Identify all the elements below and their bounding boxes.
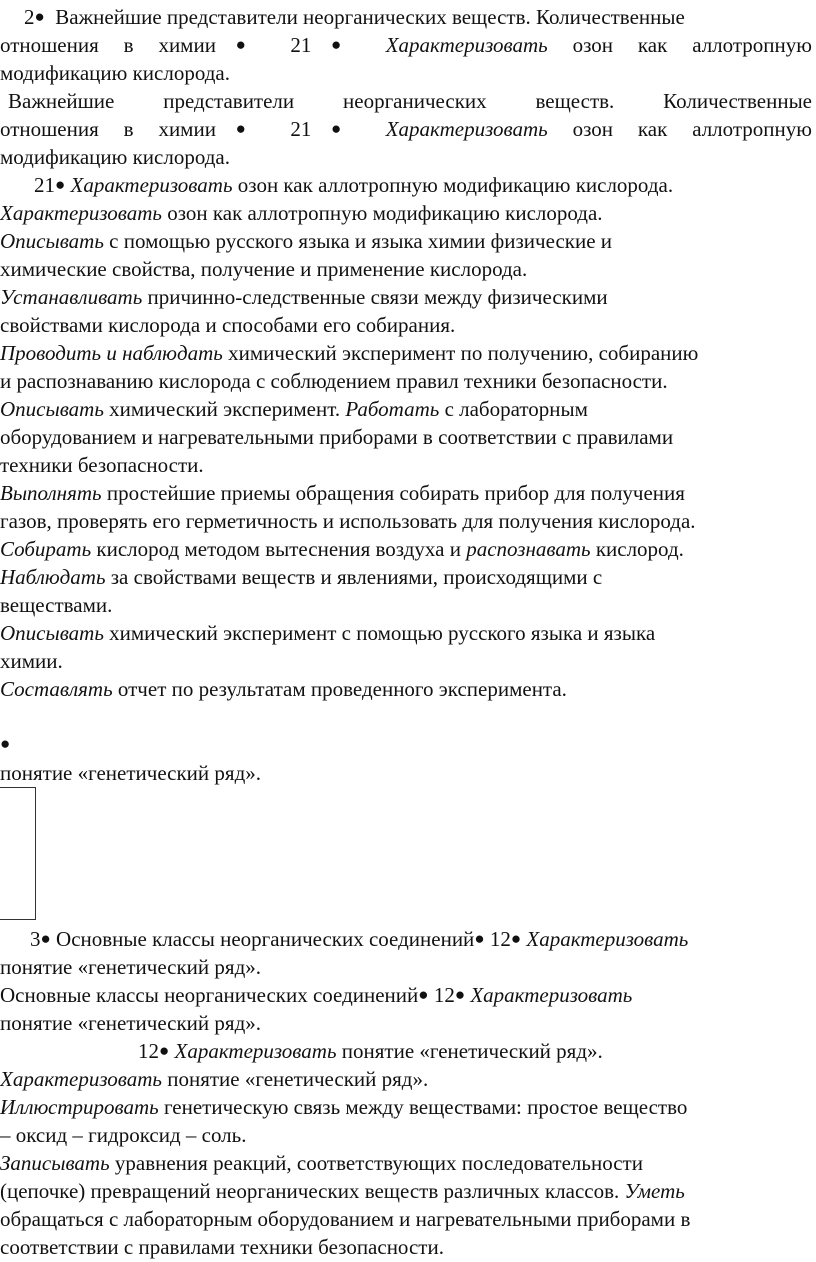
objective-line: Описывать химический эксперимент с помощью русского языка и языка bbox=[0, 621, 656, 645]
objective-line: химические свойства, получение и применение кислорода. bbox=[0, 257, 528, 281]
bullet-icon: ● bbox=[34, 7, 45, 26]
objective-line: веществами. bbox=[0, 593, 113, 617]
bullet-icon: ● bbox=[510, 929, 522, 948]
objective-line: Выполнять простейшие приемы обращения собирать прибор для получения bbox=[0, 481, 685, 505]
objective-line: Описывать с помощью русского языка и языка химии физические и bbox=[0, 229, 613, 253]
bullet-icon: ● bbox=[311, 119, 361, 138]
objective-line: (цепочке) превращений неорганических веществ различных классов. Уметь bbox=[0, 1179, 685, 1203]
objective-line: Описывать химический эксперимент. Работать с лабораторным bbox=[0, 397, 588, 421]
objective-line: техники безопасности. bbox=[0, 453, 204, 477]
objective-line: Составлять отчет по результатам проведенного эксперимента. bbox=[0, 677, 567, 701]
topic-heading-line: 3● Основные классы неорганических соединений● 12● Характеризовать bbox=[30, 927, 689, 951]
bullet-icon: ● bbox=[474, 929, 485, 948]
topic-line: отношения в химии● 21● Характеризовать озон как аллотропную bbox=[0, 117, 812, 141]
topic-line: модификацию кислорода. bbox=[0, 61, 230, 85]
empty-frame bbox=[0, 787, 36, 920]
topic-number: 2 bbox=[24, 5, 35, 29]
objective-line: Характеризовать озон как аллотропную модификацию кислорода. bbox=[0, 201, 603, 225]
bullet-icon: ● bbox=[418, 985, 429, 1004]
objective-line: химии. bbox=[0, 649, 63, 673]
objective-line: Иллюстрировать генетическую связь между веществами: простое вещество bbox=[0, 1095, 688, 1119]
topic-heading-line bbox=[24, 4, 816, 32]
bullet-icon: ● bbox=[454, 985, 466, 1004]
objective-line: Характеризовать понятие «генетический ряд». bbox=[0, 1067, 429, 1091]
objective-line: Устанавливать причинно-следственные связи между физическими bbox=[0, 285, 608, 309]
objective-line: – оксид – гидроксид – соль. bbox=[0, 1123, 247, 1147]
bullet-icon: ● bbox=[159, 1041, 170, 1060]
objective-line: Записывать уравнения реакций, соответствующих последовательности bbox=[0, 1151, 643, 1175]
bullet-icon: ● bbox=[215, 119, 266, 138]
bullet-icon: ● bbox=[311, 35, 361, 54]
topic-line: модификацию кислорода. bbox=[0, 145, 230, 169]
objective-line: оборудованием и нагревательными приборами в соответствии с правилами bbox=[0, 425, 674, 449]
topic-line: понятие «генетический ряд». bbox=[0, 955, 262, 979]
objective-line: Собирать кислород методом вытеснения воздуха и распознавать кислород. bbox=[0, 537, 684, 561]
objective-line: соответствии с правилами техники безопасности. bbox=[0, 1235, 444, 1259]
objective-heading-line: 21● Характеризовать озон как аллотропную модификацию кислорода. bbox=[34, 173, 674, 197]
objective-line: Наблюдать за свойствами веществ и явлениями, происходящими с bbox=[0, 565, 603, 589]
bullet-icon: ● bbox=[0, 734, 11, 753]
bullet-icon: ● bbox=[40, 929, 51, 948]
bullet-icon: ● bbox=[55, 175, 66, 194]
objective-line: газов, проверять его герметичность и использовать для получения кислорода. bbox=[0, 509, 696, 533]
topic-line: понятие «генетический ряд». bbox=[0, 1011, 262, 1035]
topic-heading-line: Важнейшие представители неорганических веществ. Количественные bbox=[8, 89, 812, 113]
objective-line: понятие «генетический ряд». bbox=[0, 761, 262, 785]
topic-heading-line: Основные классы неорганических соединений● 12● Характеризовать bbox=[0, 983, 633, 1007]
objective-heading-line: 12● Характеризовать понятие «генетический ряд». bbox=[138, 1039, 603, 1063]
objective-line: и распознаванию кислорода с соблюдением правил техники безопасности. bbox=[0, 369, 668, 393]
topic-title: Важнейшие представители неорганических веществ. Количественные bbox=[55, 5, 685, 29]
topic-line: отношения в химии● 21● Характеризовать озон как аллотропную bbox=[0, 33, 812, 57]
bullet-icon: ● bbox=[215, 35, 266, 54]
objective-line: обращаться с лабораторным оборудованием и нагревательными приборами в bbox=[0, 1207, 691, 1231]
objective-line: свойствами кислорода и способами его собирания. bbox=[0, 313, 456, 337]
objective-line: Проводить и наблюдать химический эксперимент по получению, собиранию bbox=[0, 341, 699, 365]
